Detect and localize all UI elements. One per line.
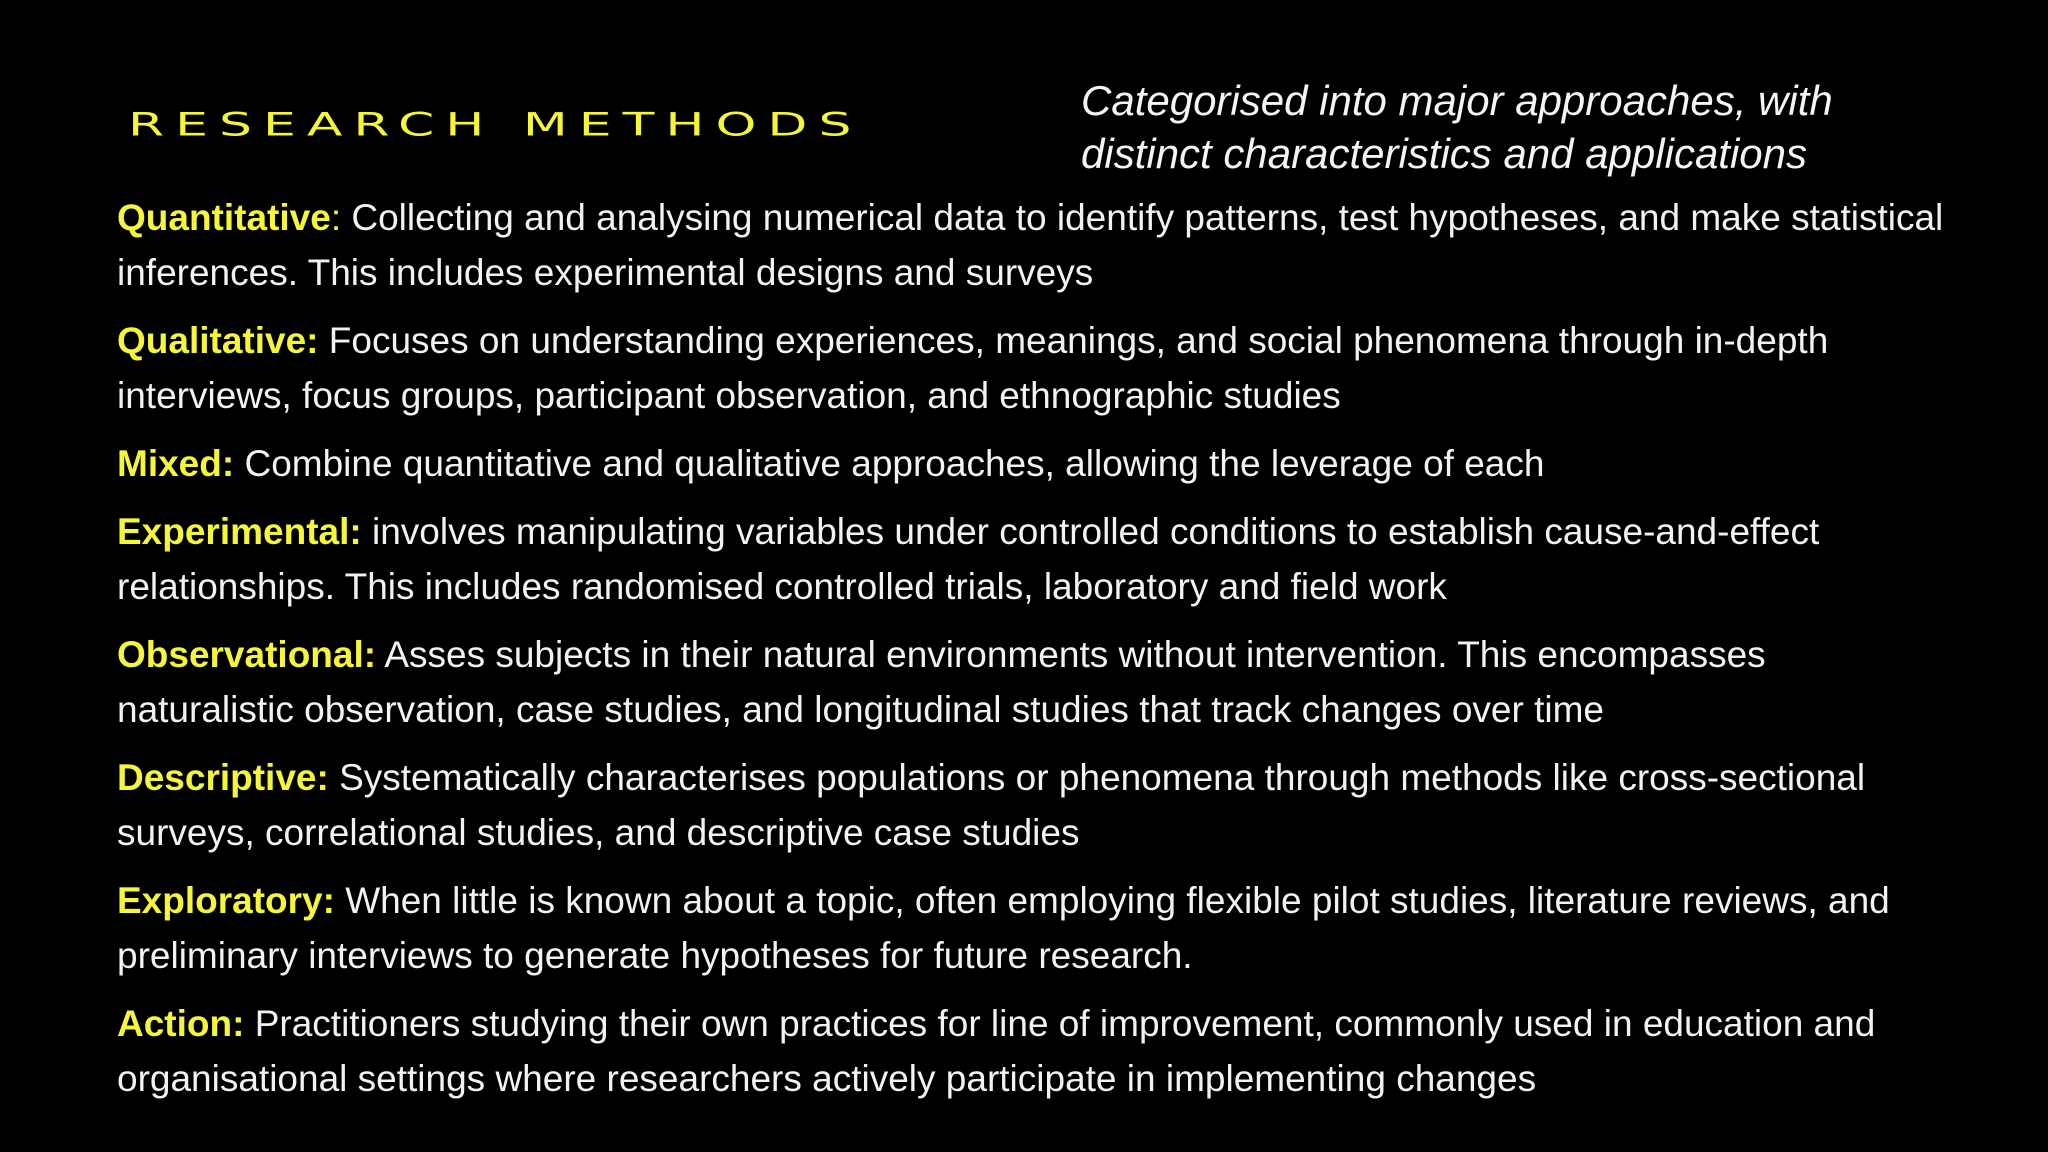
method-term: Exploratory: bbox=[117, 880, 335, 921]
method-item-quantitative bbox=[117, 190, 1947, 300]
method-term: Action: bbox=[117, 1003, 245, 1044]
method-term: Quantitative bbox=[117, 197, 331, 238]
method-item-action bbox=[117, 996, 1947, 1106]
method-item-descriptive bbox=[117, 750, 1947, 860]
method-description: Practitioners studying their own practices for line of improvement, commonly used in education and organisational settings where researchers actively participate in implementing changes bbox=[117, 1003, 1876, 1099]
method-term: Mixed: bbox=[117, 443, 235, 484]
method-description: Combine quantitative and qualitative approaches, allowing the leverage of each bbox=[234, 443, 1545, 484]
method-item-observational bbox=[117, 627, 1947, 737]
slide-header bbox=[0, 0, 2048, 190]
method-term: Experimental: bbox=[117, 511, 362, 552]
method-description: involves manipulating variables under controlled conditions to establish cause-and-effect relationships. This includes randomised controlled trials, laboratory and field work bbox=[117, 511, 1820, 607]
page-subtitle: Categorised into major approaches, with distinct characteristics and applications bbox=[1081, 77, 1833, 177]
method-description: Focuses on understanding experiences, meanings, and social phenomena through in-depth interviews, focus groups, participant observation, and ethnographic studies bbox=[117, 320, 1829, 416]
method-separator: : bbox=[330, 197, 342, 238]
method-description: When little is known about a topic, often employing flexible pilot studies, literature reviews, and preliminary interviews to generate hypotheses for future research. bbox=[117, 880, 1890, 976]
method-item-experimental bbox=[117, 504, 1947, 614]
method-item-exploratory bbox=[117, 873, 1947, 983]
method-item-mixed bbox=[117, 436, 1947, 491]
method-term: Qualitative: bbox=[117, 320, 319, 361]
method-description: Asses subjects in their natural environments without intervention. This encompasses naturalistic observation, case studies, and longitudinal studies that track changes over time bbox=[117, 634, 1766, 730]
method-term: Observational: bbox=[117, 634, 377, 675]
method-description: Collecting and analysing numerical data to identify patterns, test hypotheses, and make statistical inferences. This includes experimental designs and surveys bbox=[117, 197, 1944, 293]
page-title: RESEARCH METHODS bbox=[128, 106, 863, 144]
method-item-qualitative bbox=[117, 313, 1947, 423]
research-methods-list bbox=[117, 190, 1947, 1119]
method-description: Systematically characterises populations or phenomena through methods like cross-sectional surveys, correlational studies, and descriptive case studies bbox=[117, 757, 1866, 853]
method-term: Descriptive: bbox=[117, 757, 329, 798]
